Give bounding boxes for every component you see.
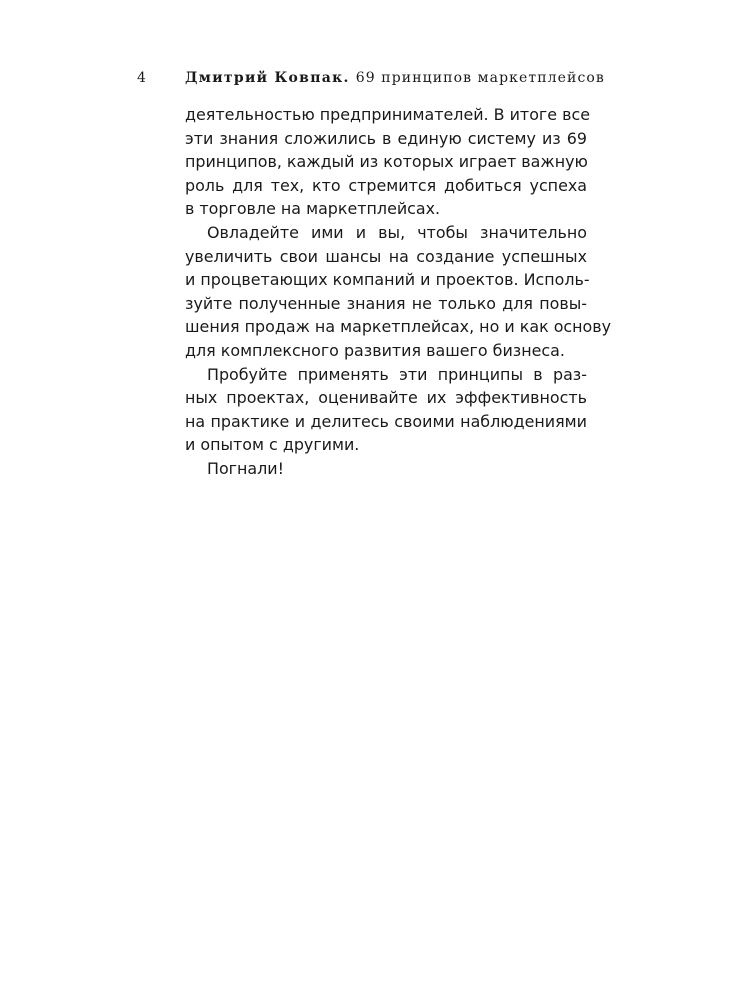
running-header bbox=[137, 68, 605, 88]
paragraph bbox=[185, 457, 587, 481]
page-number: 4 bbox=[137, 70, 146, 86]
text-line: шения продаж на маркетплейсах, но и как основу bbox=[185, 317, 612, 337]
text-line: деятельностью предпринимателей. В итоге все bbox=[185, 105, 590, 124]
text-line: увеличить свои шансы на создание успешных bbox=[185, 246, 587, 266]
text-line: для комплексного развития вашего бизнеса. bbox=[185, 340, 565, 360]
paragraph bbox=[185, 363, 587, 457]
text-line: в торговле на маркетплейсах. bbox=[185, 199, 441, 219]
running-title bbox=[185, 68, 605, 89]
text-line: ных проектах, оценивайте их эффективность bbox=[185, 388, 587, 408]
text-line: Пробуйте применять эти принципы в раз- bbox=[207, 364, 587, 384]
text-line: принципов, каждый из которых играет важную bbox=[185, 152, 588, 172]
text-line: и опытом с другими. bbox=[185, 435, 360, 455]
text-line: зуйте полученные знания не только для повы- bbox=[185, 293, 587, 313]
book-title: 69 принципов маркетплейсов bbox=[355, 70, 605, 86]
text-line: на практике и делитесь своими наблюдениями bbox=[185, 411, 587, 431]
paragraph bbox=[185, 221, 612, 363]
paragraph bbox=[185, 103, 590, 221]
text-line: роль для тех, кто стремится добиться успеха bbox=[185, 175, 587, 195]
author-name: Дмитрий Ковпак. bbox=[185, 70, 350, 86]
text-line: эти знания сложились в единую систему из 69 bbox=[185, 128, 587, 148]
body-text bbox=[185, 103, 612, 481]
text-line: Погнали! bbox=[207, 458, 285, 478]
text-line: и процветающих компаний и проектов. Исполь- bbox=[185, 270, 590, 290]
text-line: Овладейте ими и вы, чтобы значительно bbox=[207, 222, 587, 242]
